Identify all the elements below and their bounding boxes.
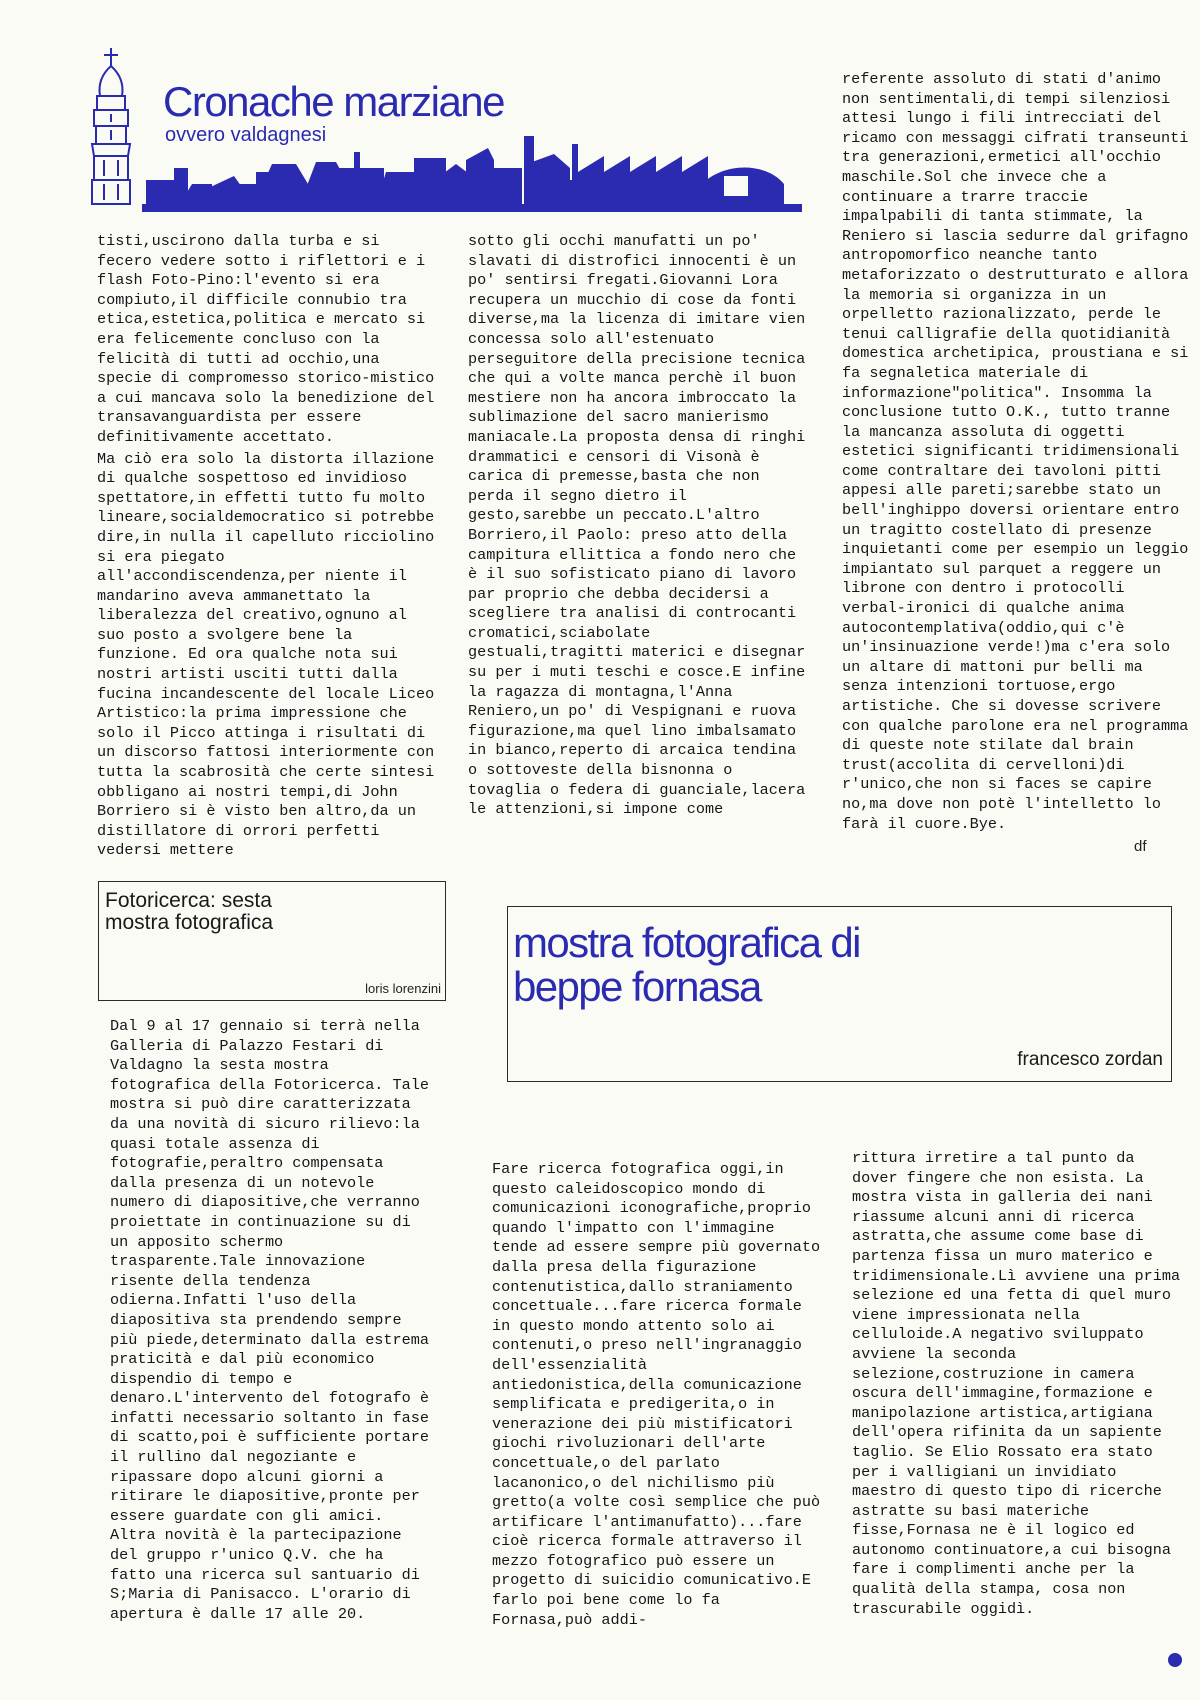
fornasa-title-box	[507, 906, 1172, 1082]
article1-col2-paragraph: sotto gli occhi manufatti un po' slavati di distrofici innocenti è un po' sentirsi fregati.Giovanni Lora recupera un mucchio di cose da fonti diverse,ma la licenza di imitare vien concessa solo all'estenuato perseguitore della precisione tecnica che qui a volte manca perchè il buon mestiere non ha ancora imbroccato la sublimazione del sacro manierismo maniacale.La proposta densa di ringhi drammatici e censori di Visonà è carica di premesse,basta che non perda il segno dietro il gesto,sarebbe un peccato.L'altro Borriero,il Paolo: preso atto della campitura ellittica a fondo nero che è il suo sofisticato piano di lavoro par proprio che debba decidersi a scegliere tra analisi di controcanti cromatici,sciabolate gestuali,tragitti materici e disegnar su per i muti teschi e cosce.E infine la ragazza di montagna,l'Anna Reniero,un po' di Vespignani e ruova figurazione,ma quel lino imbalsamato in bianco,reperto di arcaica tendina o sottoveste della bisnonna o tovaglia o federa di guanciale,lacera le attenzioni,si impone come	[468, 232, 806, 819]
page-subtitle: ovvero valdagnesi	[165, 124, 327, 146]
article1-col1-paragraph: tisti,uscirono dalla turba e si fecero vedere sotto i riflettori e i flash Foto-Pino:l'evento si era compiuto,il difficile connubio tra etica,estetica,politica e mercato si era felicemente concluso con la felicità di tutti ad occhio,una specie di compromesso storico-mistico a cui mancava solo la benedizione del transavanguardista per essere definitivamente accettato.	[97, 232, 435, 446]
article1-col3-paragraph: referente assoluto di stati d'animo non sentimentali,di tempi silenziosi attesi lungo i fili intrecciati del ricamo con messaggi cifrati transeunti tra generazioni,ermetici all'occhio maschile.Sol che invece che a continuare a trarre traccie impalpabili di tanta stimmate, la Reniero si lascia sedurre dal grifagno antropomorfico neanche tanto metaforizzato o destrutturato e allora la memoria si organizza in un orpelletto razionalizzato, perde le tenui calligrafie della quotidianità domestica archetipica, proustiana e si fa segnaletica materiale di informazione"politica". Insomma la conclusione tutto O.K., tutto tranne la mancanza assoluta di oggetti estetici significanti tridimensionali come contraltare dei tavoloni pitti appesi alle pareti;sarebbe stato un bell'inghippo doversi orientare entro un tragitto costellato di presenze inquietanti come per esempio un leggio impiantato sul parquet a reggere un librone con dentro i protocolli verbal-ironici di qualche anima autocontemplativa(oddio,qui c'è un'insinuazione verde!)ma c'era solo un altare di mattoni pur belli ma senza intenzioni tortuose,ergo artistiche. Che si dovesse scrivere con qualche parolone era nel programma di queste note stilate dal brain trust(accolita di cervelloni)di r'unico,che non si faces se capire no,ma dove non potè l'intelletto lo farà il cuore.Bye.	[842, 70, 1189, 833]
article3-column-1	[492, 1160, 822, 1630]
page-title: Cronache marziane	[163, 78, 505, 125]
fotoricerca-author: loris lorenzini	[365, 981, 441, 996]
town-skyline-illustration	[142, 136, 802, 212]
article3-col2-paragraph: rittura irretire a tal punto da dover fingere che non esista. La mostra vista in galleria dei nani riassume alcuni anni di ricerca astratta,che assume come base di partenza fissa un muro materico e tridimensionale.Lì avviene una prima selezione ed una fetta di quel muro viene impressionata nella celluloide.A negativo sviluppato avviene la seconda selezione,costruzione in camera oscura dell'immagine,formazione e manipolazione artistica,artigiana dell'opera rifinita da un sapiente taglio. Se Elio Rossato era stato per i valligiani un invidiato maestro di questo tipo di ricerche astratte su basi materiche fisse,Fornasa ne è il logico ed autonomo continuatore,a cui bisogna fare i complimenti anche per la qualità della stampa, cosa non trascurabile oggidì.	[852, 1149, 1181, 1618]
end-mark-dot	[1168, 1653, 1182, 1667]
article1-column-3	[842, 70, 1192, 834]
article3-col1-paragraph: Fare ricerca fotografica oggi,in questo caleidoscopico mondo di comunicazioni iconografiche,proprio quando l'impatto con l'immagine tende ad essere sempre più governato dalla presa della figurazione contenutistica,dallo straniamento concettuale...fare ricerca formale in questo mondo attento solo ai contenuti,o preso nell'ingranaggio dell'essenzialità antiedonistica,della comunicazione semplificata e predigerita,o in venerazione dei più mistificatori giochi rivoluzionari dell'arte concettuale,o del parlato lacanonico,o del nichilismo più gretto(a volte così semplice che può artificare l'antimanufatto)...fare cioè ricerca formale attraverso il mezzo fotografico può essere un progetto di suicidio comunicativo.E farlo poi bene come lo fa Fornasa,può addi-	[492, 1160, 821, 1629]
article1-initials: df	[1134, 838, 1147, 855]
article1-col1-paragraph: Ma ciò era solo la distorta illazione di qualche sospettoso ed invidioso spettatore,in effetti tutto fu molto lineare,socialdemocratico si potrebbe dire,in nulla il capelluto ricciolino si era piegato all'accondiscendenza,per niente il mandarino aveva ammanettato la liberalezza del creativo,ognuno al suo posto a svolgere bene la funzione. Ed ora qualche nota sui nostri artisti usciti tutti dalla fucina incandescente del locale Liceo Artistico:la prima impressione che solo il Picco attinga i risultati di un discorso fattosi interiormente con tutta la scabrosità che certe sintesi obbligano ai nostri tempi,di John Borriero si è visto ben altro,da un distillatore di orrori perfetti vedersi mettere	[97, 449, 435, 860]
article3-column-2	[852, 1149, 1182, 1619]
fotoricerca-title-line-1: Fotoricerca: sesta	[105, 889, 272, 912]
fornasa-title-line-2: beppe fornasa	[513, 963, 761, 1010]
fornasa-title-line-1: mostra fotografica di	[513, 919, 860, 966]
fotoricerca-title-line-2: mostra fotografica	[105, 911, 274, 934]
fornasa-author: francesco zordan	[1017, 1049, 1163, 1070]
article1-column-1	[97, 232, 443, 861]
article1-column-2	[468, 232, 814, 820]
fotoricerca-title-box	[98, 881, 446, 1001]
bell-tower-illustration	[92, 48, 130, 204]
article2-paragraph: Dal 9 al 17 gennaio si terrà nella Galleria di Palazzo Festari di Valdagno la sesta mostra fotografica della Fotoricerca. Tale mostra si può dire caratterizzata da una novità di sicuro rilievo:la quasi totale assenza di fotografie,peraltro compensata dalla presenza di un notevole numero di diapositive,che verranno proiettate in continuazione su di un apposito schermo trasparente.Tale innovazione risente della tendenza odierna.Infatti l'uso della diapositiva sta prendendo sempre più piede,determinato dalla estrema praticità e dal più economico dispendio di tempo e denaro.L'intervento del fotografo è infatti necessario soltanto in fase di scatto,poi è sufficiente portare il rullino dal negoziante e ripassare dopo alcuni giorni a ritirare le diapositive,pronte per essere guardate con gli amici. Altra novità è la partecipazione del gruppo r'unico Q.V. che ha fatto una ricerca sul santuario di S;Maria di Panisacco. L'orario di apertura è dalle 17 alle 20.	[110, 1017, 429, 1623]
article2-column	[110, 1017, 436, 1624]
